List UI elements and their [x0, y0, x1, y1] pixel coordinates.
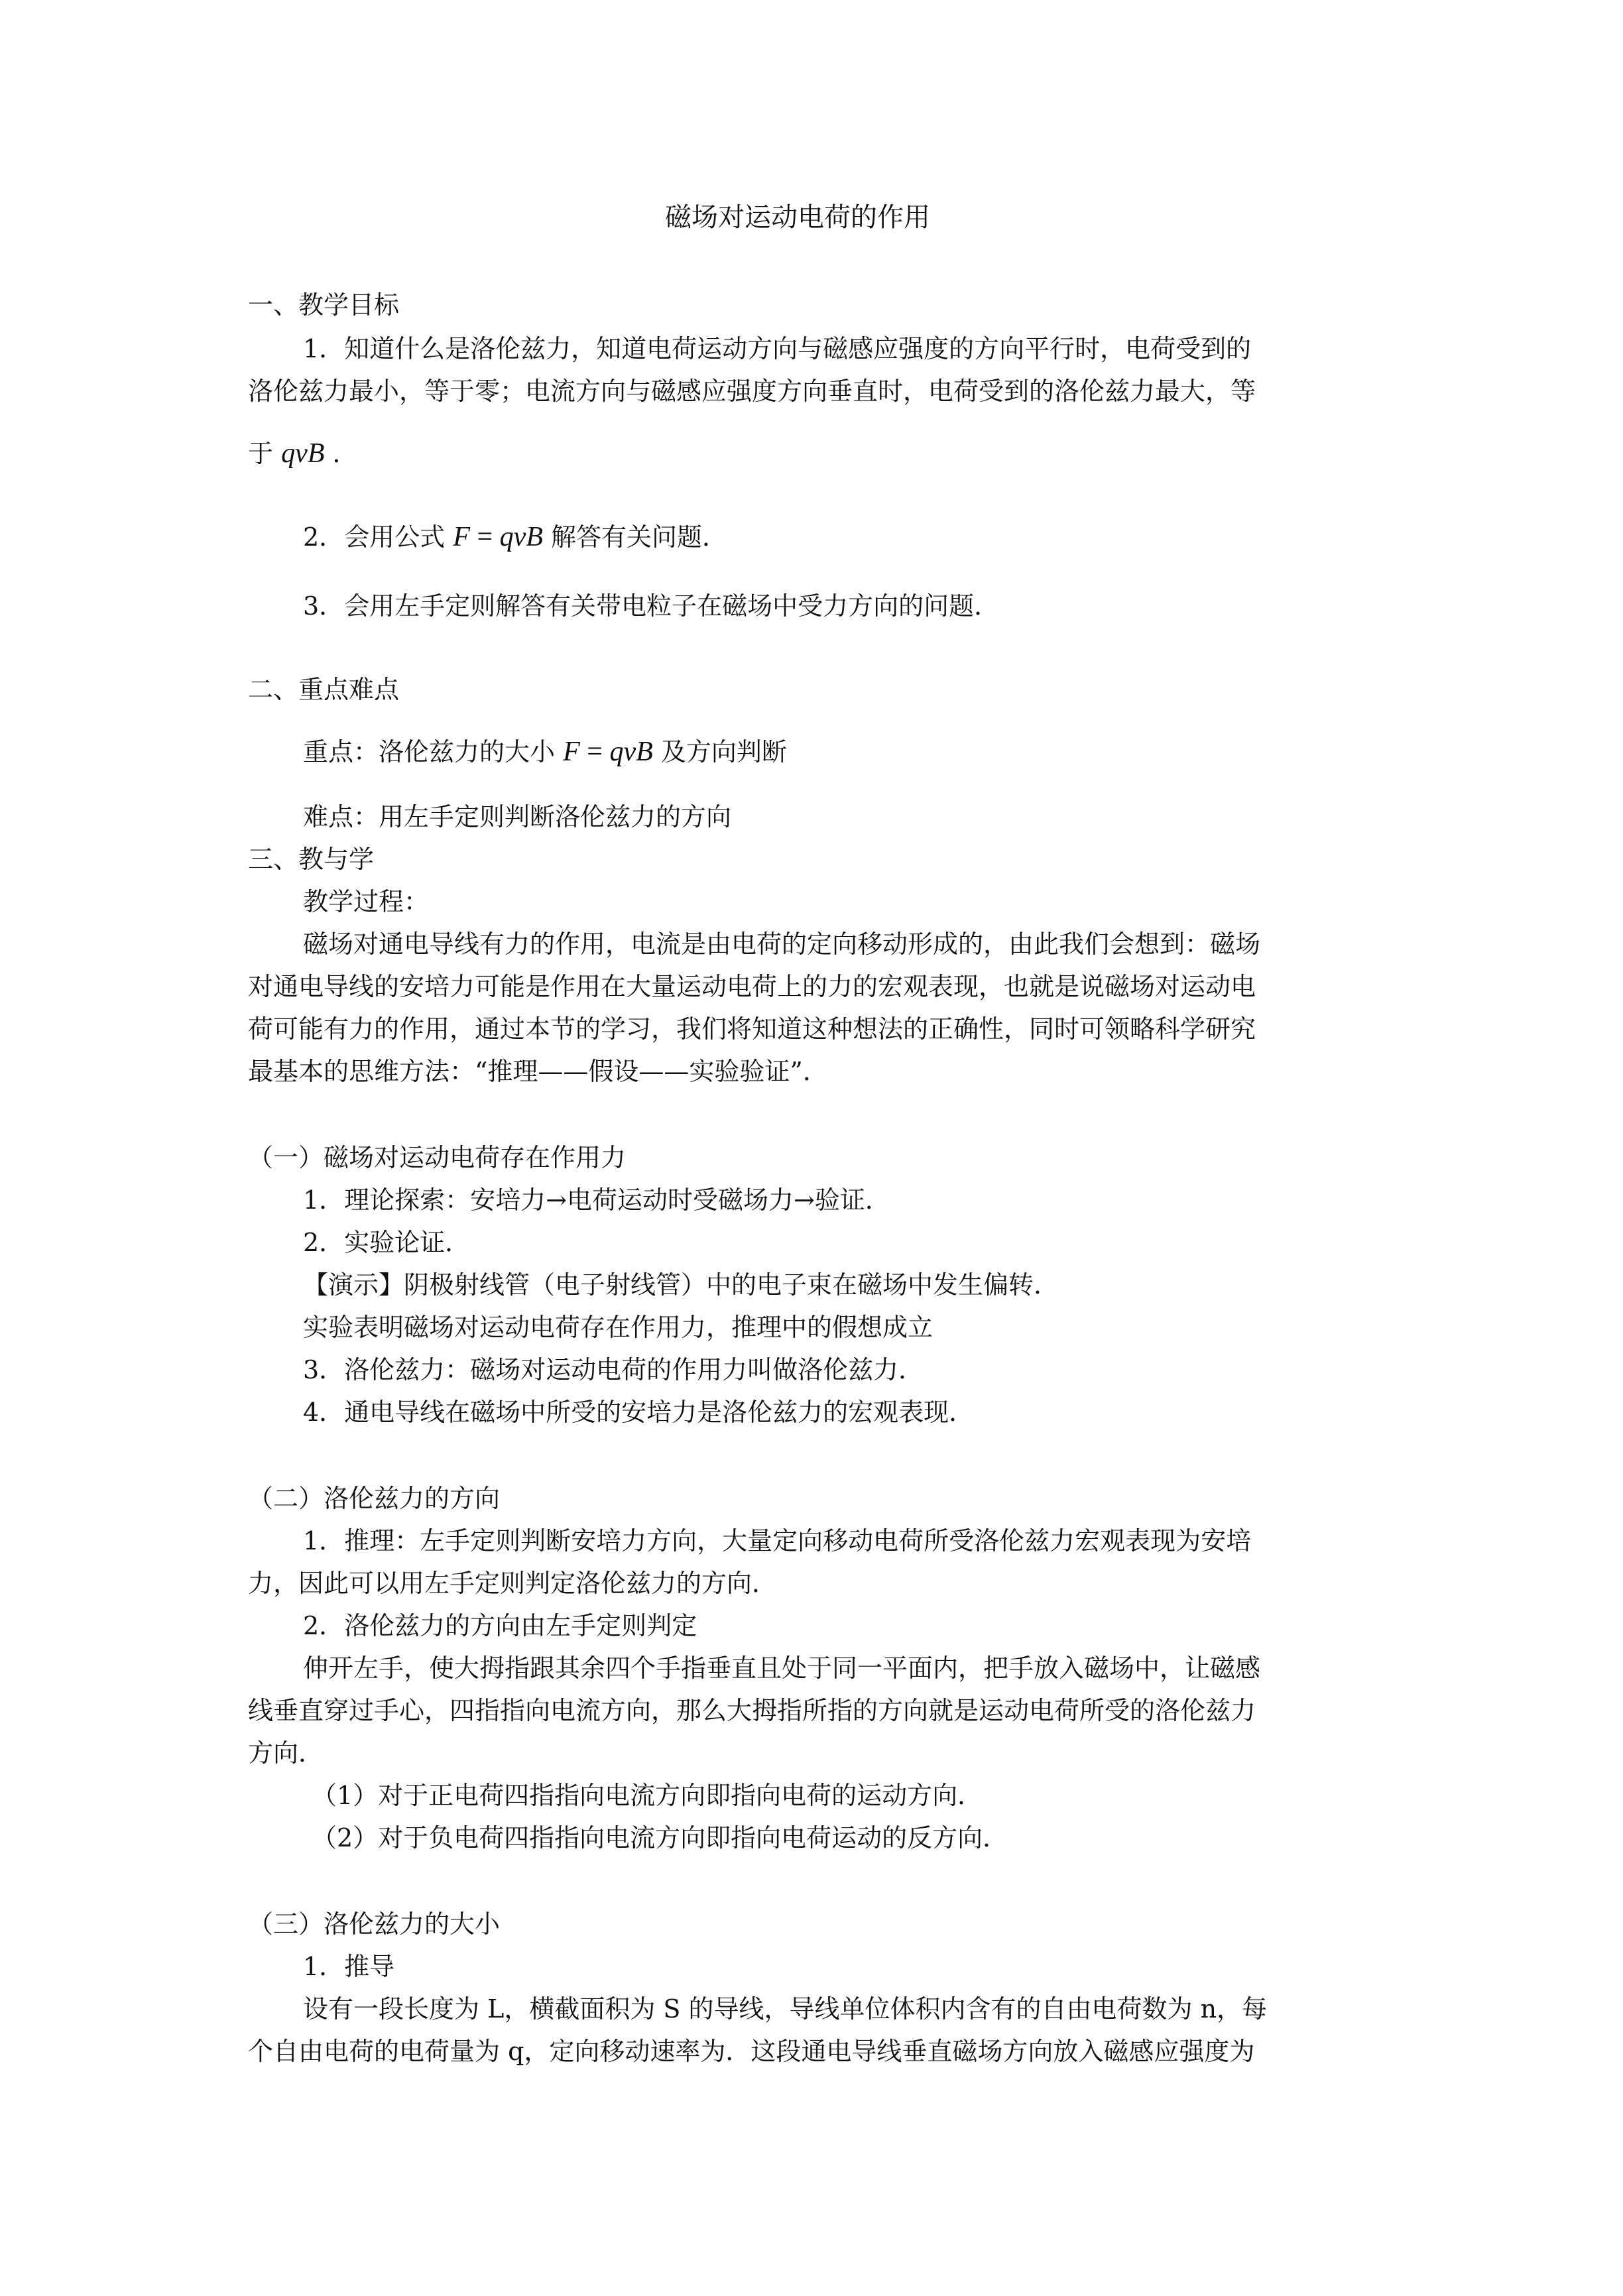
formula-equals: =: [469, 522, 500, 552]
part2-line-3: 2．洛伦兹力的方向由左手定则判定: [303, 1611, 697, 1640]
part2-line-4: 伸开左手，使大拇指跟其余四个手指垂直且处于同一平面内，把手放入磁场中，让磁感: [303, 1654, 1261, 1683]
key-point: [303, 736, 787, 768]
text: 及方向判断: [660, 737, 787, 766]
text: 解答有关问题．: [551, 522, 728, 552]
part-heading-force-magnitude: （三）洛伦兹力的大小: [248, 1909, 501, 1939]
intro-line-3: 荷可能有力的作用，通过本节的学习，我们将知道这种想法的正确性，同时可领略科学研究: [248, 1014, 1256, 1044]
part2-line-5: 线垂直穿过手心，四指指向电流方向，那么大拇指所指的方向就是运动电荷所受的洛伦兹力: [248, 1696, 1256, 1725]
section-heading-key-points: 二、重点难点: [248, 675, 400, 704]
text: 重点：洛伦兹力的大小: [303, 737, 556, 766]
part1-line-2: 2．实验论证．: [303, 1228, 471, 1257]
part2-line-1: 1．推理：左手定则判断安培力方向，大量定向移动电荷所受洛伦兹力宏观表现为安培: [303, 1526, 1252, 1555]
part-heading-force-direction: （二）洛伦兹力的方向: [248, 1484, 501, 1513]
text: 2．会用公式: [303, 522, 446, 552]
text: ．: [332, 439, 358, 468]
part2-line-6: 方向．: [248, 1738, 324, 1768]
formula-F: F: [453, 522, 470, 552]
part1-line-6: 4．通电导线在磁场中所受的安培力是洛伦兹力的宏观表现．: [303, 1398, 975, 1427]
formula-qvB: qvB: [281, 438, 325, 469]
formula-qvB: qvB: [499, 522, 543, 552]
part1-line-4: 实验表明磁场对运动电荷存在作用力，推理中的假想成立: [303, 1313, 933, 1342]
objective-3: 3．会用左手定则解答有关带电粒子在磁场中受力方向的问题．: [303, 591, 1000, 621]
objective-1-line-3: [248, 438, 358, 469]
part-heading-force-exists: （一）磁场对运动电荷存在作用力: [248, 1143, 627, 1172]
difficulty-point: 难点：用左手定则判断洛伦兹力的方向: [303, 802, 732, 831]
section-heading-objectives: 一、教学目标: [248, 290, 400, 320]
formula-equals: =: [579, 737, 610, 767]
text: 于: [248, 439, 274, 468]
part1-line-5: 3．洛伦兹力：磁场对运动电荷的作用力叫做洛伦兹力．: [303, 1355, 924, 1384]
page-title: 磁场对运动电荷的作用: [665, 202, 930, 233]
part1-line-1: 1．理论探索：安培力→电荷运动时受磁场力→验证．: [303, 1185, 890, 1215]
part3-line-2: 设有一段长度为 L，横截面积为 S 的导线，导线单位体积内含有的自由电荷数为 n，每: [303, 1994, 1268, 2024]
part2-line-2: 力，因此可以用左手定则判定洛伦兹力的方向．: [248, 1569, 778, 1598]
formula-F: F: [563, 737, 580, 767]
section-heading-teaching: 三、教与学: [248, 845, 375, 874]
intro-line-4: 最基本的思维方法：“推理——假设——实验验证”．: [248, 1057, 828, 1086]
objective-2: [303, 521, 727, 553]
objective-1-line-2: 洛伦兹力最小，等于零；电流方向与磁感应强度方向垂直时，电荷受到的洛伦兹力最大，等: [248, 377, 1256, 406]
part3-line-1: 1．推导: [303, 1952, 395, 1981]
part1-demo: 【演示】阴极射线管（电子射线管）中的电子束在磁场中发生偏转．: [303, 1270, 1059, 1299]
intro-line-1: 磁场对通电导线有力的作用，电流是由电荷的定向移动形成的，由此我们会想到：磁场: [303, 930, 1261, 959]
teaching-process-label: 教学过程：: [303, 887, 430, 916]
intro-line-2: 对通电导线的安培力可能是作用在大量运动电荷上的力的宏观表现，也就是说磁场对运动电: [248, 972, 1256, 1001]
formula-qvB: qvB: [609, 737, 653, 767]
part2-line-7: （1）对于正电荷四指指向电流方向即指向电荷的运动方向．: [312, 1781, 983, 1810]
objective-1-line-1: 1．知道什么是洛伦兹力，知道电荷运动方向与磁感应强度的方向平行时，电荷受到的: [303, 334, 1252, 363]
part3-line-3: 个自由电荷的电荷量为 q，定向移动速率为．这段通电导线垂直磁场方向放入磁感应强度为: [248, 2037, 1255, 2066]
part2-line-8: （2）对于负电荷四指指向电流方向即指向电荷运动的反方向．: [312, 1823, 1008, 1852]
